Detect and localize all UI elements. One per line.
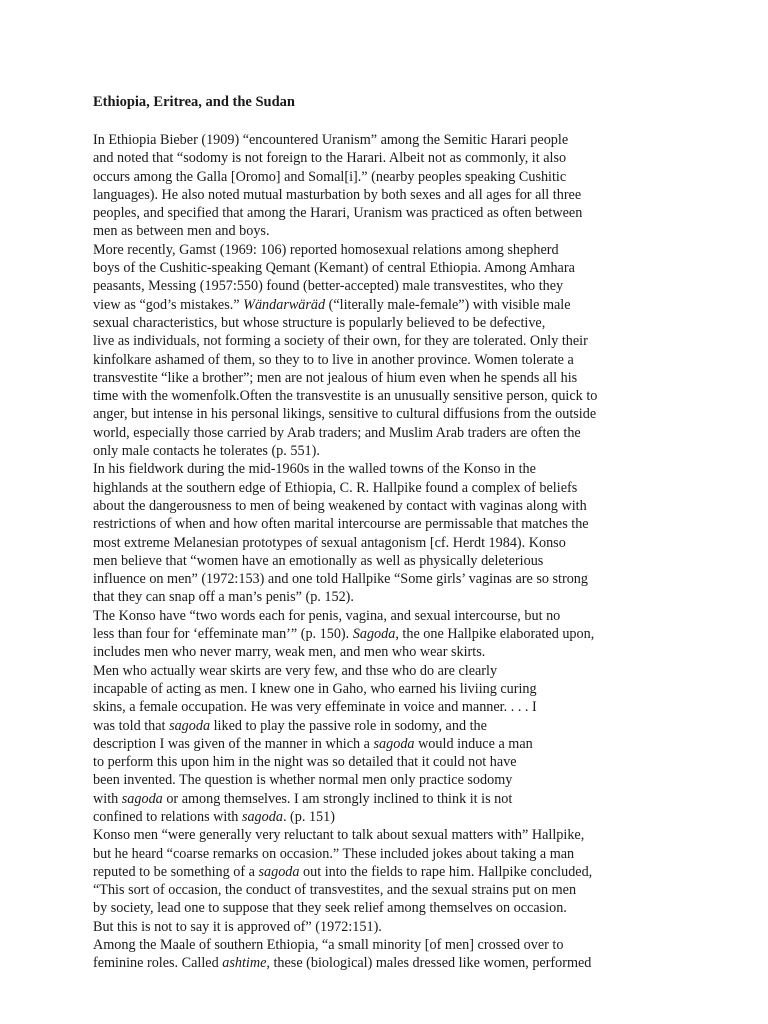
text-line bbox=[93, 351, 597, 369]
text-segment: would induce a man bbox=[414, 735, 533, 752]
italic-term: sagoda bbox=[258, 863, 300, 880]
body-text bbox=[93, 131, 597, 973]
italic-term: sagoda bbox=[121, 790, 163, 807]
text-segment: by society, lead one to suppose that they seek relief among themselves on occasion. bbox=[93, 900, 567, 917]
text-line bbox=[93, 717, 597, 735]
text-segment: only male contacts he tolerates (p. 551). bbox=[93, 443, 320, 460]
text-segment: highlands at the southern edge of Ethiopia, C. R. Hallpike found a complex of beliefs bbox=[93, 479, 578, 496]
text-segment: but he heard “coarse remarks on occasion.” These included jokes about taking a man bbox=[93, 845, 575, 862]
text-line bbox=[93, 698, 597, 716]
text-line bbox=[93, 881, 597, 899]
text-segment: Konso men “were generally very reluctant to talk about sexual matters with” Hallpike, bbox=[93, 827, 585, 844]
text-line bbox=[93, 149, 597, 167]
text-segment: restrictions of when and how often marital intercourse are permissable that matches the bbox=[93, 516, 589, 533]
text-segment: time with the womenfolk.Often the transvestite is an unusually sensitive person, quick to bbox=[93, 388, 598, 405]
text-segment: boys of the Cushitic-speaking Qemant (Kemant) of central Ethiopia. Among Amhara bbox=[93, 260, 575, 277]
text-line bbox=[93, 515, 597, 533]
text-segment: peoples, and specified that among the Harari, Uranism was practiced as often between bbox=[93, 205, 583, 222]
text-line bbox=[93, 790, 597, 808]
text-line bbox=[93, 222, 597, 240]
text-segment: In Ethiopia Bieber (1909) “encountered Uranism” among the Semitic Harari people bbox=[93, 132, 569, 148]
text-line bbox=[93, 405, 597, 423]
text-line bbox=[93, 259, 597, 277]
text-segment: In his fieldwork during the mid-1960s in the walled towns of the Konso in the bbox=[93, 461, 536, 478]
text-segment: Men who actually wear skirts are very few, and thse who do are clearly bbox=[93, 662, 498, 679]
text-segment: anger, but intense in his personal likings, sensitive to cultural diffusions from the outside bbox=[93, 406, 597, 423]
text-segment: that they can snap off a man’s penis” (p. 152). bbox=[93, 589, 354, 606]
text-line bbox=[93, 680, 597, 698]
text-segment: confined to relations with bbox=[93, 808, 242, 825]
text-line bbox=[93, 625, 597, 643]
text-line bbox=[93, 845, 597, 863]
text-segment: transvestite “like a brother”; men are not jealous of hium even when he spends all his bbox=[93, 369, 578, 386]
text-segment: influence on men” (1972:153) and one told Hallpike “Some girls’ vaginas are so strong bbox=[93, 571, 588, 588]
text-segment: skins, a female occupation. He was very effeminate in voice and manner. . . . I bbox=[93, 699, 537, 716]
text-line bbox=[93, 332, 597, 350]
text-line bbox=[93, 588, 597, 606]
italic-term: sagoda bbox=[169, 717, 211, 734]
text-line bbox=[93, 479, 597, 497]
text-segment: men as between men and boys. bbox=[93, 223, 270, 240]
text-segment: liked to play the passive role in sodomy, and the bbox=[210, 717, 487, 734]
text-line bbox=[93, 387, 597, 405]
text-line bbox=[93, 753, 597, 771]
text-segment: and noted that “sodomy is not foreign to the Harari. Albeit not as commonly, it also bbox=[93, 150, 567, 167]
text-segment: occurs among the Galla [Oromo] and Somal[i].” (nearby peoples speaking Cushitic bbox=[93, 168, 567, 185]
text-line bbox=[93, 570, 597, 588]
text-line bbox=[93, 771, 597, 789]
text-line bbox=[93, 918, 597, 936]
text-segment: most extreme Melanesian prototypes of sexual antagonism [cf. Herdt 1984). Konso bbox=[93, 534, 566, 551]
text-segment: Among the Maale of southern Ethiopia, “a small minority [of men] crossed over to bbox=[93, 937, 564, 954]
text-line bbox=[93, 735, 597, 753]
text-segment: with bbox=[93, 790, 122, 807]
text-line bbox=[93, 899, 597, 917]
text-line bbox=[93, 424, 597, 442]
text-segment: kinfolkare ashamed of them, so they to to live in another province. Women tolerate a bbox=[93, 351, 574, 368]
text-line bbox=[93, 296, 597, 314]
italic-term: sagoda bbox=[241, 808, 283, 825]
text-segment: to perform this upon him in the night was so detailed that it could not have bbox=[93, 754, 517, 771]
text-line bbox=[93, 954, 597, 972]
section-title: Ethiopia, Eritrea, and the Sudan bbox=[93, 94, 295, 110]
text-segment: reputed to be something of a bbox=[93, 863, 259, 880]
text-segment: was told that bbox=[93, 717, 170, 734]
text-segment: out into the fields to rape him. Hallpike concluded, bbox=[299, 863, 593, 880]
text-segment: view as “god’s mistakes.” bbox=[93, 296, 244, 313]
text-segment: “This sort of occasion, the conduct of transvestites, and the sexual strains put on men bbox=[93, 882, 577, 899]
text-segment: (“literally male-female”) with visible male bbox=[325, 296, 571, 313]
text-line bbox=[93, 863, 597, 881]
text-segment: description I was given of the manner in which a bbox=[93, 735, 374, 752]
text-line bbox=[93, 497, 597, 515]
text-segment: feminine roles. Called bbox=[93, 955, 223, 972]
text-line bbox=[93, 168, 597, 186]
text-segment: or among themselves. I am strongly inclined to think it is not bbox=[162, 790, 513, 807]
text-line bbox=[93, 241, 597, 259]
text-line bbox=[93, 808, 597, 826]
text-segment: been invented. The question is whether normal men only practice sodomy bbox=[93, 772, 513, 789]
text-line bbox=[93, 826, 597, 844]
text-line bbox=[93, 607, 597, 625]
text-segment: men believe that “women have an emotionally as well as physically deleterious bbox=[93, 552, 544, 569]
text-segment: The Konso have “two words each for penis, vagina, and sexual intercourse, but no bbox=[93, 607, 561, 624]
text-segment: peasants, Messing (1957:550) found (better-accepted) male transvestites, who they bbox=[93, 278, 564, 295]
text-segment: incapable of acting as men. I knew one in Gaho, who earned his liviing curing bbox=[93, 680, 537, 697]
italic-term: sagoda bbox=[373, 735, 415, 752]
text-line bbox=[93, 936, 597, 954]
text-segment: More recently, Gamst (1969: 106) reported homosexual relations among shepherd bbox=[93, 241, 559, 258]
italic-term: ashtime, bbox=[222, 955, 270, 972]
text-line bbox=[93, 186, 597, 204]
text-line bbox=[93, 643, 597, 661]
text-line bbox=[93, 442, 597, 460]
text-line bbox=[93, 277, 597, 295]
text-segment: , the one Hallpike elaborated upon, bbox=[395, 626, 595, 643]
text-segment: live as individuals, not forming a society of their own, for they are tolerated. Only their bbox=[93, 333, 588, 350]
italic-term: Sagoda bbox=[352, 626, 396, 643]
text-line bbox=[93, 204, 597, 222]
text-segment: includes men who never marry, weak men, and men who wear skirts. bbox=[93, 644, 486, 661]
italic-term: Wändarwäräd bbox=[243, 296, 326, 313]
text-line bbox=[93, 369, 597, 387]
text-line bbox=[93, 460, 597, 478]
text-segment: these (biological) males dressed like women, performed bbox=[269, 955, 592, 972]
text-segment: less than four for ‘effeminate man’” (p. 150). bbox=[93, 626, 353, 643]
text-line bbox=[93, 552, 597, 570]
text-line bbox=[93, 314, 597, 332]
text-segment: But this is not to say it is approved of” (1972:151). bbox=[93, 918, 382, 935]
text-segment: world, especially those carried by Arab traders; and Muslim Arab traders are often the bbox=[93, 424, 581, 441]
text-line bbox=[93, 662, 597, 680]
text-line bbox=[93, 131, 597, 149]
text-segment: sexual characteristics, but whose structure is popularly believed to be defective, bbox=[93, 314, 546, 331]
text-segment: . (p. 151) bbox=[282, 808, 335, 825]
text-line bbox=[93, 534, 597, 552]
text-segment: languages). He also noted mutual masturbation by both sexes and all ages for all three bbox=[93, 186, 582, 203]
text-segment: about the dangerousness to men of being weakened by contact with vaginas along with bbox=[93, 497, 587, 514]
